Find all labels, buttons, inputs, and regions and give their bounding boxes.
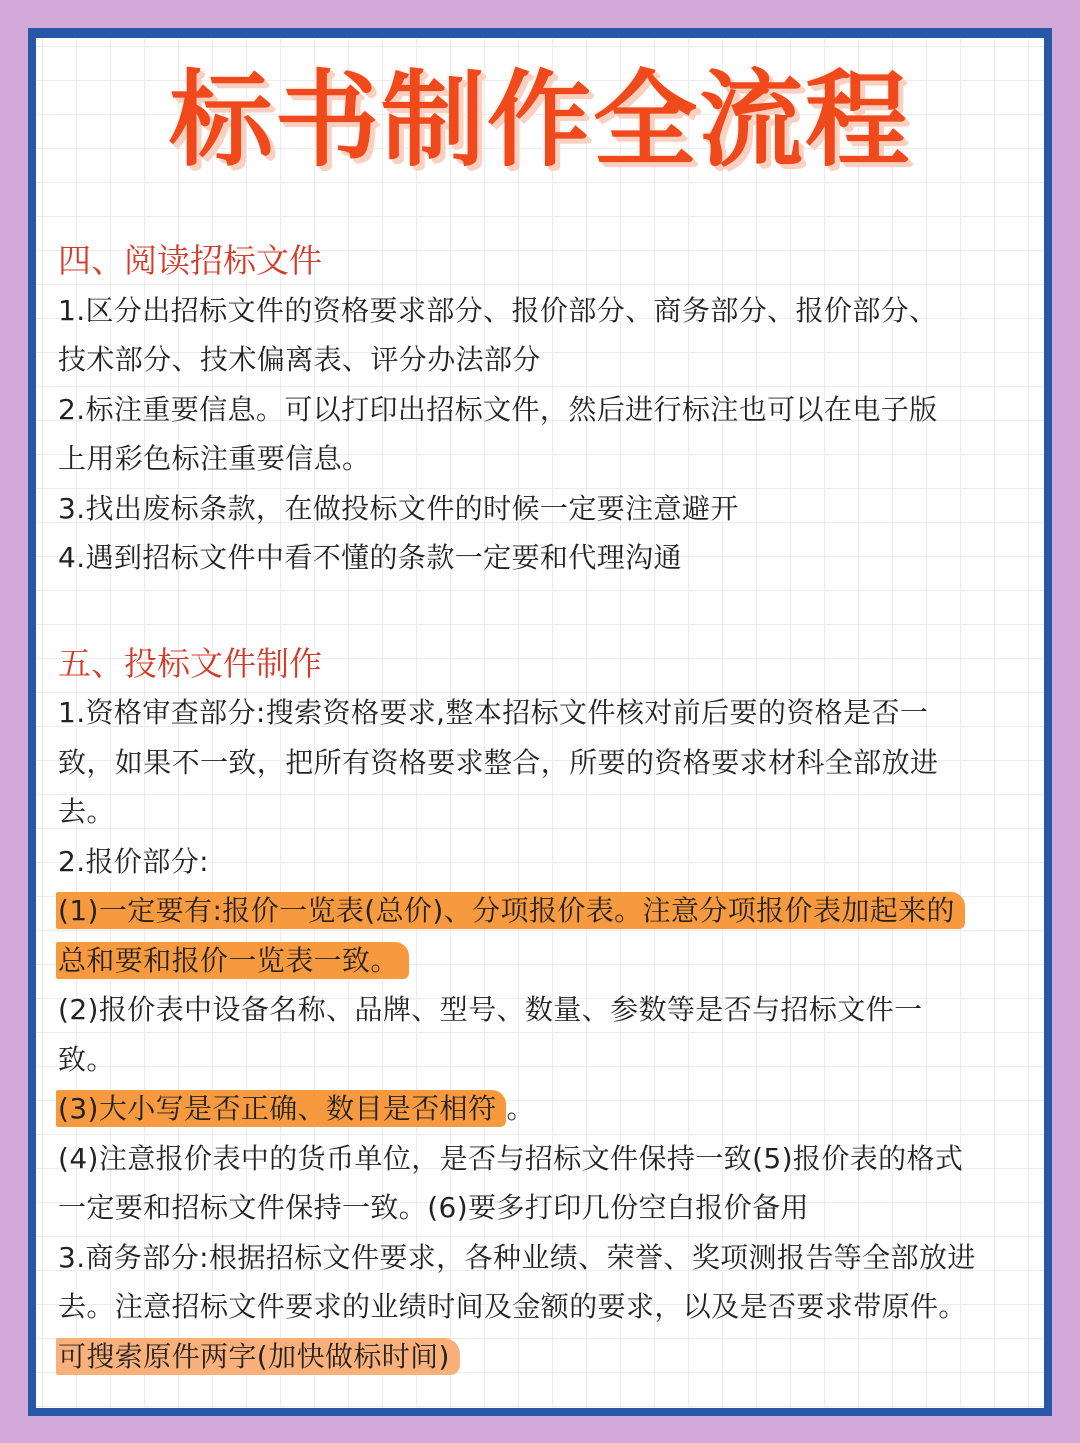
page-title: 标书制作全流程 (168, 59, 911, 181)
section-5-line: (4)注意报价表中的货币单位，是否与招标文件保持一致(5)报价表的格式 (58, 1141, 964, 1175)
section-4-heading: 四、阅读招标文件 (58, 241, 322, 280)
section-5-line: 致。 (58, 1042, 115, 1076)
section-5-line: 一定要和招标文件保持一致。(6)要多打印几份空白报价备用 (58, 1191, 809, 1224)
section-5-line: 1.资格审查部分:搜索资格要求,整本招标文件核对前后要的资格是否一 (58, 696, 929, 729)
highlight-mark: (1)一定要有:报价一览表(总价)、分项报价表。注意分项报价表加起来的 (56, 892, 965, 929)
section-4-line: 3.找出废标条款，在做投标文件的时候一定要注意避开 (58, 491, 739, 525)
section-4-line: 技术部分、技术偏离表、评分办法部分 (58, 343, 541, 376)
section-5-line: 2.报价部分: (58, 844, 209, 878)
highlight-mark: 总和要和报价一览表一致。 (56, 942, 409, 979)
section-4-line: 4.遇到招标文件中看不懂的条款一定要和代理沟通 (58, 541, 682, 574)
section-4-line: 上用彩色标注重要信息。 (58, 442, 371, 475)
section-5-line: 致，如果不一致，把所有资格要求整合，所要的资格要求材科全部放进 (58, 745, 939, 779)
section-4-line: 2.标注重要信息。可以打印出招标文件，然后进行标注也可以在电子版 (58, 392, 938, 426)
section-5-line-highlighted (58, 1332, 1026, 1382)
content-body (58, 236, 1026, 1381)
section-5-heading: 五、投标文件制作 (58, 643, 322, 683)
section-5-line: (2)报价表中设备名称、品牌、型号、数量、参数等是否与招标文件一 (58, 993, 923, 1026)
section-5-line: 去。注意招标文件要求的业绩时间及金额的要求，以及是否要求带原件。 (58, 1290, 967, 1323)
highlight-mark: (3)大小写是否正确、数目是否相符 (56, 1090, 506, 1127)
highlight-mark: 可搜索原件两字(加快做标时间) (56, 1338, 460, 1375)
section-5-line-highlighted (58, 1084, 1026, 1134)
section-5-line: 去。 (58, 795, 115, 828)
section-5-line-highlighted (58, 886, 1026, 936)
section-5-line-highlighted (58, 936, 1026, 986)
section-spacer (58, 583, 1026, 639)
trailing-period: 。 (506, 1092, 535, 1125)
section-4-line: 1.区分出招标文件的资格要求部分、报价部分、商务部分、报价部分、 (58, 293, 938, 327)
section-5-line: 3.商务部分:根据招标文件要求，各种业绩、荣誉、奖项测报告等全部放进 (58, 1240, 976, 1274)
